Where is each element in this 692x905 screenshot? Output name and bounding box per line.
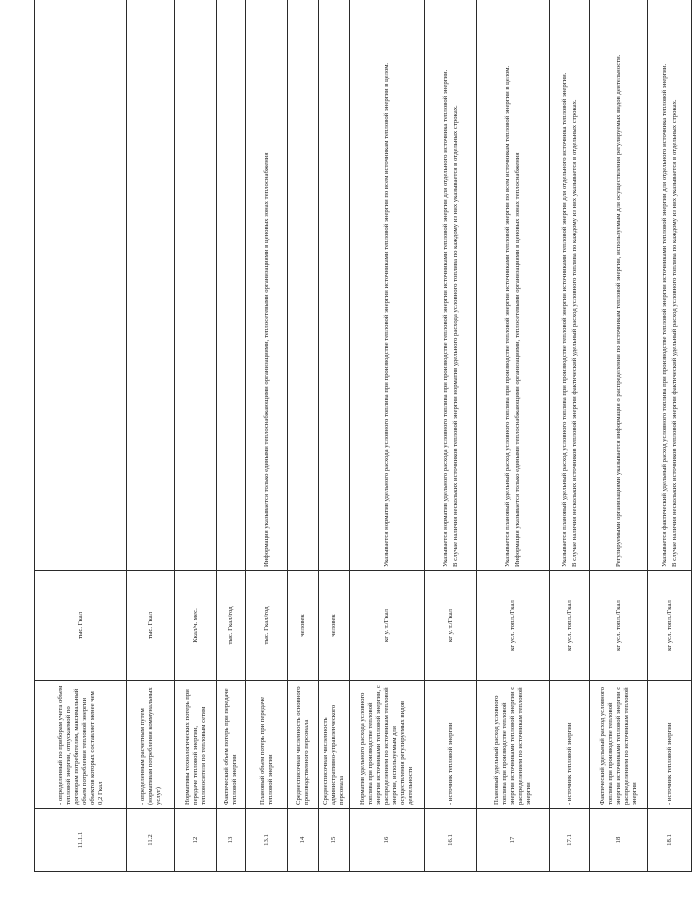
row-number: 13 — [217, 809, 246, 872]
row-number: 16.1 — [425, 809, 477, 872]
indicator-name: Среднесписочная численность основного производственного персонала — [288, 681, 319, 809]
unit-of-measure: человек — [288, 571, 319, 681]
info-note — [477, 0, 550, 571]
indicator-name: - определенный по приборам учета объем тепловой энергии, отпускаемой по договорам потребителям, максимальный объем потребления тепловой энергии объектов которых составляет менее чем 0,2 Гкал — [35, 681, 127, 809]
indicator-name: Фактический удельный расход условного топлива при производстве тепловой энергии источниками тепловой энергии с распределением по источникам тепловой энергии — [590, 681, 648, 809]
table-row — [319, 0, 350, 872]
indicator-name: Норматив удельного расхода условного топлива при производстве тепловой энергии источниками тепловой энергии, с распределением по источникам тепловой энергии, используемым для осуществления регулируемых видов деятельности — [350, 681, 425, 809]
table-row — [477, 0, 550, 872]
info-paragraph: Указывается норматив удельного расхода условного топлива при производстве тепловой энергии источниками тепловой энергии для отдельного источника тепловой энергии. — [441, 69, 449, 567]
info-note — [425, 0, 477, 571]
info-paragraph: В случае наличия нескольких источников тепловой энергии фактический удельный расход условного топлива по каждому из них указывается в отдельных строках. — [670, 99, 678, 567]
info-paragraph: Регулируемыми организациями указывается информация о распределении по источникам тепловой энергии, используемым для осуществления регулируемых видов деятельности. — [614, 54, 622, 567]
row-number: 14 — [288, 809, 319, 872]
unit-of-measure: тыс. Гкал/год — [246, 571, 288, 681]
indicator-name: Нормативы технологических потерь при передаче тепловой энергии, теплоносителя по тепловым сетям — [175, 681, 217, 809]
unit-of-measure: кг усл. топл./Гкал — [590, 571, 648, 681]
row-number: 12 — [175, 809, 217, 872]
info-note — [648, 0, 692, 571]
indicator-name: - определенным расчетным путем (нормативам потребления коммунальных услуг) — [127, 681, 175, 809]
table-row — [175, 0, 217, 872]
row-number: 13.1 — [246, 809, 288, 872]
unit-of-measure: кг усл. топл./Гкал — [550, 571, 590, 681]
info-note — [319, 0, 350, 571]
row-number: 11.2 — [127, 809, 175, 872]
info-note — [550, 0, 590, 571]
indicator-name: Фактический объем потерь при передаче тепловой энергии — [217, 681, 246, 809]
info-paragraph: Указывается плановый удельный расход условного топлива при производстве тепловой энергии источниками тепловой энергии для отдельного источника тепловой энергии. — [560, 72, 568, 567]
unit-of-measure: кг усл. топл./Гкал — [477, 571, 550, 681]
unit-of-measure: тыс. Гкал — [127, 571, 175, 681]
row-number: 17 — [477, 809, 550, 872]
table-row — [425, 0, 477, 872]
info-note — [217, 0, 246, 571]
info-paragraph: Информация указывается только едиными теплоснабжающими организациями, теплосетевыми организациями в ценовых зонах теплоснабжения — [262, 152, 270, 567]
info-note — [590, 0, 648, 571]
indicator-name: - источник тепловой энергии — [550, 681, 590, 809]
table-row — [217, 0, 246, 872]
info-paragraph: В случае наличия нескольких источников тепловой энергии норматив удельного расхода условного топлива по каждому из них указывается в отдельных строках. — [451, 105, 459, 567]
indicator-name: - источник тепловой энергии — [648, 681, 692, 809]
indicator-name: Плановый удельный расход условного топлива при производстве тепловой энергии источниками тепловой энергии с распределением по источникам тепловой энергии — [477, 681, 550, 809]
info-note — [127, 0, 175, 571]
table-row — [590, 0, 648, 872]
unit-of-measure: кг у. т./Гкал — [425, 571, 477, 681]
row-number: 17.1 — [550, 809, 590, 872]
unit-of-measure: тыс. Гкал — [35, 571, 127, 681]
info-note — [175, 0, 217, 571]
row-number: 16 — [350, 809, 425, 872]
table-row — [550, 0, 590, 872]
unit-of-measure: кг у. т./Гкал — [350, 571, 425, 681]
unit-of-measure: Ккал/ч. мес. — [175, 571, 217, 681]
table-row — [648, 0, 692, 872]
row-number: 15 — [319, 809, 350, 872]
info-paragraph: В случае наличия нескольких источников тепловой энергии фактический удельный расход условного топлива по каждому из них указывается в отдельных строках. — [570, 99, 578, 567]
rotated-table-area — [34, 0, 678, 872]
indicators-table — [34, 0, 692, 872]
info-note — [350, 0, 425, 571]
unit-of-measure: человек — [319, 571, 350, 681]
unit-of-measure: кг усл. топл./Гкал — [648, 571, 692, 681]
info-paragraph: Указывается норматив удельного расхода условного топлива при производстве тепловой энергии источниками тепловой энергии по всем источникам тепловой энергии в целом. — [383, 62, 390, 567]
indicators-table-body — [35, 0, 692, 872]
row-number: 11.1.1 — [35, 809, 127, 872]
table-row — [35, 0, 127, 872]
row-number: 18.1 — [648, 809, 692, 872]
info-paragraph: Указывается фактический удельный расход условного топлива при производстве тепловой энергии источниками тепловой энергии для отдельного источника тепловой энергии. — [660, 63, 668, 567]
indicator-name: Плановый объем потерь при передаче тепловой энергии — [246, 681, 288, 809]
info-note — [288, 0, 319, 571]
table-row — [288, 0, 319, 872]
info-paragraph: Указывается плановый удельный расход условного топлива при производстве тепловой энергии источниками тепловой энергии по всем источникам тепловой энергии в целом. — [504, 65, 511, 567]
table-row — [127, 0, 175, 872]
info-note — [246, 0, 288, 571]
table-row — [246, 0, 288, 872]
unit-of-measure: тыс. Гкал/год — [217, 571, 246, 681]
indicator-name: Среднесписочная численность административно-управленческого персонала — [319, 681, 350, 809]
info-note — [35, 0, 127, 571]
info-paragraph: Информация указывается только едиными теплоснабжающими организациями, теплосетевыми организациями в ценовых зонах теплоснабжения — [514, 152, 521, 567]
indicator-name: - источник тепловой энергии — [425, 681, 477, 809]
row-number: 18 — [590, 809, 648, 872]
table-row — [350, 0, 425, 872]
